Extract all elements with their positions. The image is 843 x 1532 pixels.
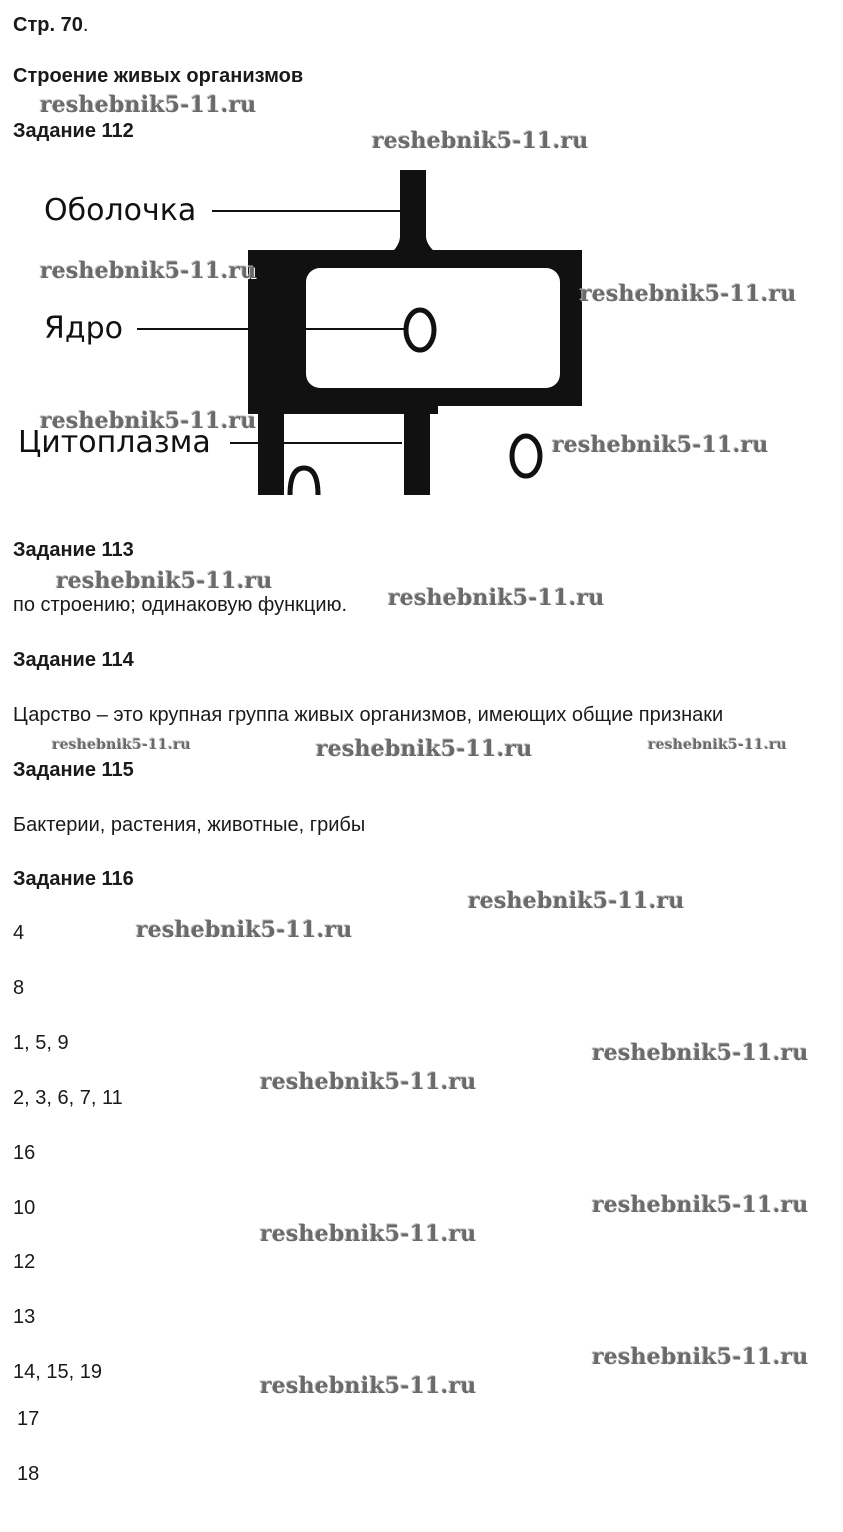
task-115-title: Задание 115 <box>13 759 134 781</box>
task-113-title: Задание 113 <box>13 539 134 561</box>
watermark: reshebnik5-11.ru <box>552 432 769 458</box>
watermark: reshebnik5-11.ru <box>592 1192 809 1218</box>
task-116-answer: 18 <box>17 1463 40 1485</box>
task-116-answer: 4 <box>13 922 25 944</box>
watermark: reshebnik5-11.ru <box>40 408 257 434</box>
task-116-answer: 14, 15, 19 <box>13 1361 102 1383</box>
watermark: reshebnik5-11.ru <box>260 1069 477 1095</box>
task-116-answer: 17 <box>17 1408 40 1430</box>
task-112-title: Задание 112 <box>13 120 134 142</box>
watermark: reshebnik5-11.ru <box>56 568 273 594</box>
task-114-answer: Царство – это крупная группа живых организмов, имеющих общие признаки <box>13 704 724 726</box>
task-116-title: Задание 116 <box>13 868 134 890</box>
lower-wall-connector <box>248 392 438 414</box>
watermark: reshebnik5-11.ru <box>372 128 589 154</box>
watermark: reshebnik5-11.ru <box>592 1040 809 1066</box>
watermark: reshebnik5-11.ru <box>468 888 685 914</box>
section-title: Строение живых организмов <box>13 65 304 87</box>
page-number: Стр. 70. <box>13 14 89 36</box>
task-116-answer: 12 <box>13 1251 36 1273</box>
nucleus-partial <box>290 468 318 495</box>
watermark: reshebnik5-11.ru <box>592 1344 809 1370</box>
task-113-answer: по строению; одинаковую функцию. <box>13 594 348 616</box>
task-116-answer: 16 <box>13 1142 36 1164</box>
watermark: reshebnik5-11.ru <box>52 737 191 753</box>
watermark: reshebnik5-11.ru <box>316 736 533 762</box>
label-cytoplasm: Цитоплазма <box>18 425 211 460</box>
lower-wall-mid <box>404 400 430 495</box>
watermark: reshebnik5-11.ru <box>388 585 605 611</box>
task-116-answer: 10 <box>13 1197 36 1219</box>
task-116-answer: 2, 3, 6, 7, 11 <box>13 1087 123 1109</box>
watermark: reshebnik5-11.ru <box>260 1221 477 1247</box>
task-116-answer: 13 <box>13 1306 36 1328</box>
watermark: reshebnik5-11.ru <box>40 92 257 118</box>
watermark: reshebnik5-11.ru <box>580 281 797 307</box>
watermark: reshebnik5-11.ru <box>648 737 787 753</box>
label-nucleus: Ядро <box>44 311 123 346</box>
task-116-answer: 1, 5, 9 <box>13 1032 69 1054</box>
task-115-answer: Бактерии, растения, животные, грибы <box>13 814 366 836</box>
task-116-answer: 8 <box>13 977 25 999</box>
watermark: reshebnik5-11.ru <box>40 258 257 284</box>
watermark: reshebnik5-11.ru <box>136 917 353 943</box>
nucleus-lower <box>512 436 540 476</box>
task-114-title: Задание 114 <box>13 649 134 671</box>
watermark: reshebnik5-11.ru <box>260 1373 477 1399</box>
lower-wall-left <box>258 400 284 495</box>
label-membrane: Оболочка <box>44 193 197 228</box>
